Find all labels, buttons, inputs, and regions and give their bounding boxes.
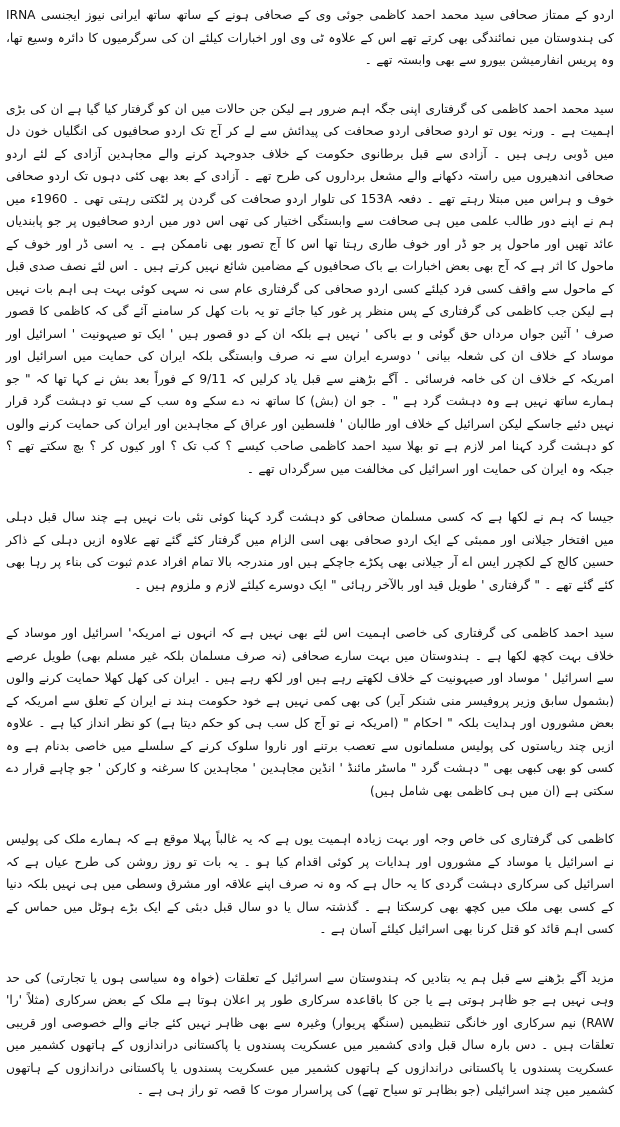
paragraph-gap <box>6 480 614 506</box>
paragraph-india-israel-relations: مزید آگے بڑھنے سے قبل ہم یہ بتادیں کہ ہندوستان سے اسرائیل کے تعلقات (خواہ وہ سیاسی ہوں یا تجارتی) کی حد وہی نہیں ہے جو ظاہر ہوتی ہے یا جن کا باقاعدہ سرکاری طور پر اعلان ہوتا ہے ملک کے بعض سرکاری (مثلاً 'را' RAW) نیم سرکاری اور خانگی تنظیمیں (سنگھ پریوار) وغیرہ سے بھی ظاہر نہیں کئے جانے والے خصوصی اور قریبی تعلقات ہیں ۔ دس بارہ سال قبل وادی کشمیر میں عسکریت پسندوں یا پاکستانی دراندازوں کے ہاتھوں کشمیر میں عسکریت پسندوں یا پاکستانی دراندازوں کے ہاتھوں کشمیر میں عسکریت پسندوں یا پاکستانی دراندازوں کے ہاتھوں کشمیر میں چند اسرائیلی (جو بظاہر تو سیاح تھے) کی پراسرار موت کا قصہ تو راز ہی ہے ۔ <box>6 970 614 1097</box>
paragraph-gap <box>6 72 614 98</box>
paragraph-gap <box>6 596 614 622</box>
paragraph-irna-correspondent: اردو کے ممتاز صحافی سید محمد احمد کاظمی جوئی وی کے صحافی ہونے کے ساتھ ساتھ ایرانی نیوز ایجنسی IRNA کی ہندوستان میں نمائندگی بھی کرتے تھے اس کے علاوہ ٹی وی اور اخبارات کیلئے ان کی سرگرمیوں کا دائرہ وسیع تھا، وہ پریس انفارمیشن بیورو سے بھی وابستہ تھے ۔ <box>6 8 614 67</box>
paragraph-special-significance: کاظمی کی گرفتاری کی خاص وجہ اور بہت زیادہ اہمیت یوں ہے کہ یہ غالباً پہلا موقع ہے کہ ہمارے ملک کی پولیس نے اسرائیل یا موساد کے مشوروں اور ہدایات پر کوئی اقدام کیا ہو ۔ یہ بات تو روز روشن کی طرح عیاں ہے کہ اسرائیل کی سرکاری دہشت گردی کا یہ حال ہے کہ وہ نہ صرف اپنے علاقہ اور مشرق وسطی میں ہی نہیں بلکہ دنیا کے کسی بھی ملک میں کچھ بھی کرسکتا ہے ۔ گذشتہ سال یا دو سال قبل دبئی کے ایک بڑے ہوٹل میں حماس کے کسی اہم قائد کو قتل کرنا بھی اسرائیل کیلئے آسان ہے ۔ <box>6 832 614 936</box>
paragraph-gap <box>6 941 614 967</box>
paragraph-writings-against-israel: سید احمد کاظمی کی گرفتاری کی خاصی اہمیت اس لئے بھی نہیں ہے کہ انہوں نے امریکہ' اسرائیل اور موساد کے خلاف بہت کچھ لکھا ہے ۔ ہندوستان میں بہت سارے صحافی (نہ صرف مسلمان بلکہ غیر مسلم بھی) طویل عرصے سے اسرائیل ' موساد اور صیہونیت کے خلاف لکھتے رہے ہیں اور لکھ رہے ہیں ۔ ایران کی کھل کھلا حمایت کرنے والوں (بشمول سابق وزیر پروفیسر منی شنکر آیر) کی بھی کمی نہیں ہے خود حکومت ہند نے ایران کے تعلق سے امریکہ کے بعض مشوروں اور ہدایت بلکہ " احکام " (امریکہ نے تو آج کل سب ہی کو حکم دیتا ہے) کو نظر انداز کیا ہے ۔ علاوہ ازیں چند ریاستوں کی پولیس مسلمانوں سے تعصب برتنے اور ناروا سلوک کرنے کے سلسلے میں خاصی بدنام ہے وہ کسی کو بھی کبھی بھی " دہشت گرد " ماسٹر مائنڈ ' انڈین مجاہدین ' مجاہدین کا سرغنہ و کارکن ' جو چاہے قرار دے سکتی ہے (ان میں ہی کاظمی بھی شامل ہیں) <box>6 626 614 798</box>
paragraph-previous-arrests: جیسا کہ ہم نے لکھا ہے کہ کسی مسلمان صحافی کو دہشت گرد کہنا کوئی نئی بات نہیں ہے چند سال قبل دہلی میں افتخار جیلانی اور ممبئی کے ایک اردو صحافی بھی اسی الزام میں گرفتار کئے گئے تھے علاوہ ازیں دہلی کے ذاکر حسین کالج کے لکچرر ایس اے آر جیلانی بھی پکڑے جاچکے ہیں اور مندرجہ بالا تمام افراد عدم ثبوت کی بناء پر رہا بھی کئے گئے تھے ۔ " گرفتاری ' طویل قید اور بالآخر رہائی " ایک دوسرے کیلئے لازم و ملزوم ہیں ۔ <box>6 510 614 592</box>
paragraph-arrest-context: سید محمد احمد کاظمی کی گرفتاری اپنی جگہ اہم ضرور ہے لیکن جن حالات میں ان کو گرفتار کیا گیا ہے ان کی بڑی اہمیت ہے ۔ ورنہ یوں تو اردو صحافی اردو صحافت کی پیدائش سے لے کر آج تک اردو صحافیوں کی انگلیاں خون دل میں ڈوبی رہی ہیں ۔ آزادی سے قبل برطانوی حکومت کے خلاف جدوجہد کرنے والے مجاہدین آزادی کے لئے اردو صحافی اندھیروں میں راستہ دکھانے والے مشعل برداروں کی طرح تھے ۔ آزادی کے بعد بھی کئی دہوں تک اردو صحافی خوف و ہراس میں مبتلا رہتے تھے ۔ دفعہ 153A کی تلوار اردو صحافت کی گردن پر لٹکتی رہتی تھی ۔ 1960ء میں ہم نے اپنے دور طالب علمی میں ہی صحافت سے وابستگی اختیار کی تھی اس دور میں اردو صحافیوں پر جو پابندیاں عائد تھیں اور ماحول پر جو ڈر اور خوف طاری رہتا تھا اس کا آج تصور بھی ناممکن ہے ۔ یہ اسی ڈر اور خوف کے ماحول کا اثر ہے کہ آج بھی بعض اخبارات بے باک صحافیوں کے مضامین شائع نہیں کرتے ہیں ۔ اس لئے نصف صدی قبل کے ماحول سے واقف کسی فرد کیلئے کسی اردو صحافی کی گرفتاری عام سی نہ سہی کوئی بہت ہی اہم بات نہیں ہے لیکن جب کاظمی کی گرفتاری کے پس منظر پر غور کیا جائے تو یہ بات کھل کر سامنے آئے گی کہ کاظمی کا قصور صرف ' آئین جواں مرداں حق گوئی و بے باکی ' نہیں ہے بلکہ ان کے دو قصور ہیں ' ایک تو صیہونیت ' اسرائیل اور موساد کے خلاف ان کی شعلہ بیانی ' دوسرے ایران سے نہ صرف وابستگی بلکہ ایران کی حمایت میں اسرائیل اور امریکہ کے خلاف ان کی خامہ فرسائی ۔ آگے بڑھنے سے قبل یاد کرلیں کہ 9/11 کے فوراً بعد بش نے کہا تھا کہ " جو ہمارے ساتھ نہیں ہے وہ دہشت گرد ہے " ۔ جو ان (بش) کا ساتھ نہ دے سکے وہ سب کے سب تو دہشت گرد قرار نہیں دئیے جاسکے لیکن اسرائیل کے خلاف اور طالبان ' فلسطین اور عراق کے مجاہدین اور ایران کی حمایت کرنے والوں کو دہشت گرد کہنا امر لازم ہے تو بھلا سید احمد کاظمی صاحب کیسے ؟ کب تک ؟ اور کیوں کر ؟ بچ سکتے تھے ؟ جبکہ وہ ایران کی حمایت اور اسرائیل کی مخالفت میں سرگرداں تھے ۔ <box>6 101 614 476</box>
paragraph-gap <box>6 802 614 828</box>
